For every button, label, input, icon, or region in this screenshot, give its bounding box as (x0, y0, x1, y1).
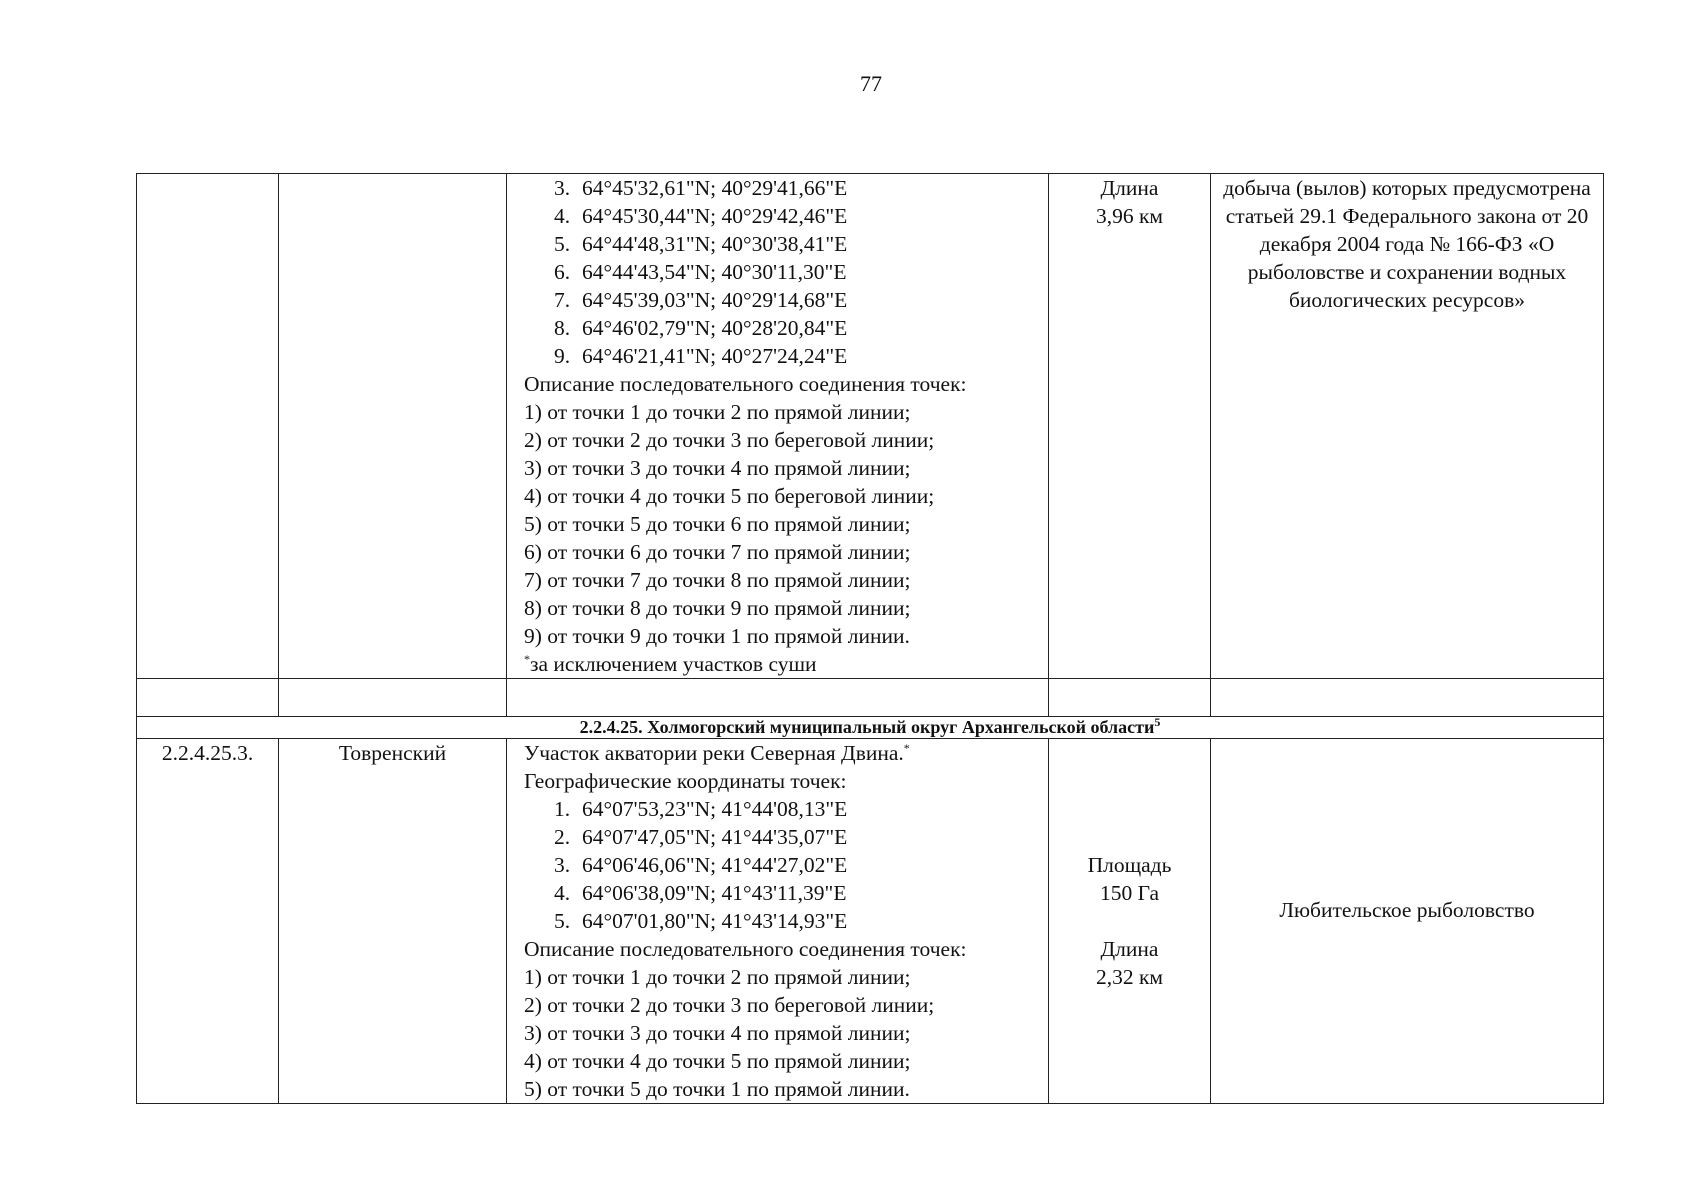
cell-description (507, 739, 1049, 1104)
length-label: Длина (1100, 937, 1159, 961)
coordinate-item: 3. 64°06'46,06"N; 41°44'27,02"E (554, 853, 848, 877)
cell-usage (1211, 174, 1604, 679)
connection-heading: Описание последовательного соединения точек: (524, 937, 967, 961)
coordinate-item: 9. 64°46'21,41"N; 40°27'24,24"E (554, 344, 848, 368)
page-number: 77 (860, 71, 882, 96)
connection-item: 3) от точки 3 до точки 4 по прямой линии; (524, 1021, 911, 1045)
coordinate-item: 1. 64°07'53,23"N; 41°44'08,13"E (554, 797, 848, 821)
cell-name: Товренский (279, 739, 507, 1104)
usage-text: добыча (вылов) которых предусмотрена статьей 29.1 Федерального закона от 20 декабря 2004 года № 166-ФЗ «О рыболовстве и сохранении водных биологических ресурсов» (1223, 176, 1591, 312)
connection-item: 1) от точки 1 до точки 2 по прямой линии; (524, 400, 911, 424)
connection-item: 7) от точки 7 до точки 8 по прямой линии; (524, 568, 911, 592)
area-description: Участок акватории реки Северная Двина.* (524, 740, 910, 765)
coordinate-item: 6. 64°44'43,54"N; 40°30'11,30"E (554, 260, 847, 284)
connection-item: 6) от точки 6 до точки 7 по прямой линии; (524, 540, 911, 564)
connection-item: 3) от точки 3 до точки 4 по прямой линии; (524, 456, 911, 480)
connection-item: 4) от точки 4 до точки 5 по береговой линии; (524, 484, 935, 508)
connection-item: 2) от точки 2 до точки 3 по береговой линии; (524, 993, 935, 1017)
cell-id (137, 174, 279, 679)
cell-description (507, 174, 1049, 679)
length-value: 2,32 км (1095, 965, 1164, 989)
cell-name (279, 174, 507, 679)
area-value: 150 Га (1099, 881, 1160, 905)
coordinate-item: 8. 64°46'02,79"N; 40°28'20,84"E (554, 316, 848, 340)
size-label: Длина (1100, 176, 1159, 200)
cell-size (1049, 739, 1211, 1104)
fishing-areas-table (136, 173, 1604, 1104)
footnote: *за исключением участков суши (524, 651, 817, 676)
table-row-entry (137, 739, 1604, 1104)
connection-item: 1) от точки 1 до точки 2 по прямой линии; (524, 965, 911, 989)
coordinate-item: 5. 64°07'01,80"N; 41°43'14,93"E (554, 909, 848, 933)
cell-id: 2.2.4.25.3. (137, 739, 279, 1104)
section-heading: 2.2.4.25. Холмогорский муниципальный округ Архангельской области$^5$ (137, 717, 1604, 739)
table-row-empty (137, 679, 1604, 717)
coordinate-item: 3. 64°45'32,61"N; 40°29'41,66"E (554, 176, 848, 200)
connection-list (524, 963, 1048, 1103)
connection-list (524, 398, 1048, 650)
size-value: 3,96 км (1095, 204, 1164, 228)
connection-item: 5) от точки 5 до точки 6 по прямой линии; (524, 512, 911, 536)
connection-heading: Описание последовательного соединения точек: (524, 372, 967, 396)
coordinate-list (524, 795, 1048, 935)
connection-item: 8) от точки 8 до точки 9 по прямой линии; (524, 596, 911, 620)
cell-usage (1211, 739, 1604, 1104)
coordinate-item: 5. 64°44'48,31"N; 40°30'38,41"E (554, 232, 848, 256)
coordinate-item: 7. 64°45'39,03"N; 40°29'14,68"E (554, 288, 848, 312)
coordinate-list (524, 174, 1048, 370)
coordinate-item: 4. 64°45'30,44"N; 40°29'42,46"E (554, 204, 848, 228)
coordinate-item: 4. 64°06'38,09"N; 41°43'11,39"E (554, 881, 847, 905)
connection-item: 4) от точки 4 до точки 5 по прямой линии; (524, 1049, 911, 1073)
coordinate-item: 2. 64°07'47,05"N; 41°44'35,07"E (554, 825, 848, 849)
coords-heading: Географические координаты точек: (524, 769, 847, 793)
usage-text: Любительское рыболовство (1279, 898, 1535, 922)
table-row-continuation (137, 174, 1604, 679)
area-label: Площадь (1087, 853, 1172, 877)
connection-item: 2) от точки 2 до точки 3 по береговой линии; (524, 428, 935, 452)
connection-item: 9) от точки 9 до точки 1 по прямой линии. (524, 624, 910, 648)
section-heading-row (137, 717, 1604, 739)
cell-size (1049, 174, 1211, 679)
connection-item: 5) от точки 5 до точки 1 по прямой линии. (524, 1077, 910, 1101)
